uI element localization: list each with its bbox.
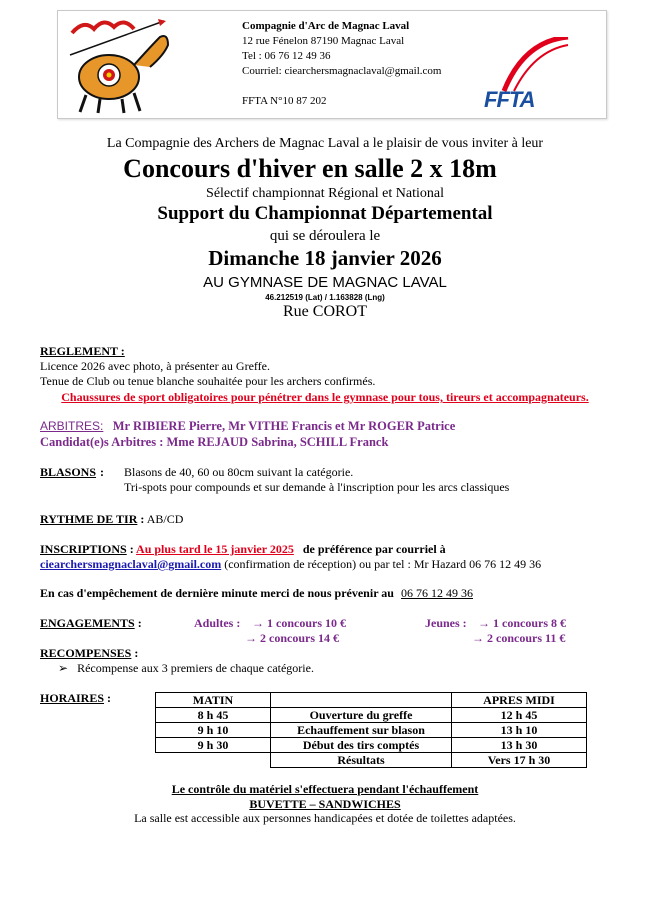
engagements-section [40,616,600,648]
gps-coordinates: 46.212519 (Lat) / 1.163828 (Lng) [265,293,385,302]
engagements-label: ENGAGEMENTS [40,616,135,630]
candidats-arbitres: Candidat(e)s Arbitres : Mme REJAUD Sabrina, SCHILL Franck [40,435,389,449]
row-matin-time [156,753,271,768]
schedule-table [155,692,587,768]
bullet-arrow-icon: ➢ [58,661,69,675]
event-date: Dimanche 18 janvier 2026 [208,246,442,270]
table-row [156,723,587,738]
ffta-number: FFTA N°10 87 202 [242,95,327,107]
row-apres-midi-time: Vers 17 h 30 [452,753,587,768]
blasons-sizes: Blasons de 40, 60 ou 80cm suivant la catégorie. [124,465,354,479]
empechement-text: En cas d'empêchement de dernière minute merci de nous prévenir au [40,586,394,600]
invitation-line: La Compagnie des Archers de Magnac Laval a le plaisir de vous inviter à leur [106,136,544,151]
bow-arc-icon [484,37,570,93]
club-name: Compagnie d'Arc de Magnac Laval [242,20,410,32]
inscriptions-section [40,542,541,572]
shoes-warning: Chaussures de sport obligatoires pour pénétrer dans le gymnase pour tous, tireurs et accompagnateurs. [61,390,589,404]
row-apres-midi-time: 13 h 30 [452,738,587,753]
header-middle [271,693,452,708]
club-contact-block [242,19,442,79]
jeunes-two-concours: → 2 concours 11 € [472,631,566,645]
selectif-line: Sélectif championnat Régional et National [206,186,444,201]
adultes-one-concours: → 1 concours 10 € [252,616,346,630]
inscriptions-label: INSCRIPTIONS [40,542,127,556]
table-row [156,738,587,753]
recompenses-section [40,646,314,676]
ffta-logo-text: FFTA [484,87,535,112]
blasons-colon: : [100,465,105,479]
rythme-label: RYTHME DE TIR [40,512,138,526]
inscriptions-email-link[interactable]: ciearchersmagnaclaval@gmail.com [40,557,222,571]
arbitres-label: ARBITRES: [40,419,104,433]
arbitres-names: Mr RIBIERE Pierre, Mr VITHE Francis et Mr ROGER Patrice [112,419,456,433]
arbitres-section [40,418,455,450]
inscriptions-deadline: Au plus tard le 15 janvier 2025 [136,542,294,556]
row-matin-time: 8 h 45 [156,708,271,723]
venue-street: Rue COROT [283,303,367,320]
inscriptions-preference: de préférence par courriel à [302,542,446,556]
adultes-two-concours: → 2 concours 14 € [245,631,339,645]
row-apres-midi-time: 12 h 45 [452,708,587,723]
club-phone: Tel : 06 76 12 49 36 [242,50,331,62]
club-address: 12 rue Fénelon 87190 Magnac Laval [242,35,405,47]
horaires-colon: : [104,691,112,705]
row-matin-time: 9 h 10 [156,723,271,738]
inscriptions-colon: : [126,542,137,556]
horaires-label: HORAIRES [40,691,105,705]
table-header-row [156,693,587,708]
engagements-colon: : [134,616,142,630]
adultes-label: Adultes : [194,616,241,630]
inscriptions-phone-note: (confirmation de réception) ou par tel : Mr Hazard 06 76 12 49 36 [224,557,542,571]
reglement-section [40,344,375,389]
archer-camel-logo-icon [64,15,176,115]
event-venue: AU GYMNASE DE MAGNAC LAVAL [203,274,447,291]
blasons-label: BLASONS [40,465,97,479]
row-activity: Ouverture du greffe [271,708,452,723]
club-email[interactable]: Courriel: ciearchersmagnaclaval@gmail.com [242,65,442,77]
reglement-licence: Licence 2026 avec photo, à présenter au Greffe. [40,359,270,373]
controle-text: Le contrôle du matériel s'effectuera pendant l'échauffement [171,782,479,796]
recompenses-colon: : [131,646,139,660]
row-activity: Echauffement sur blason [271,723,452,738]
blasons-trispots: Tri-spots pour compounds et sur demande à l'inscription pour les arcs classiques [124,480,510,494]
jeunes-label: Jeunes : [425,616,467,630]
row-apres-midi-time: 13 h 10 [452,723,587,738]
table-row [156,708,587,723]
deroulera-line: qui se déroulera le [269,228,381,244]
jeunes-one-concours: → 1 concours 8 € [478,616,566,630]
row-activity: Début des tirs comptés [271,738,452,753]
club-logo [64,15,176,120]
row-activity: Résultats [271,753,452,768]
reglement-label: REGLEMENT : [40,344,125,358]
blasons-section [40,465,509,495]
empechement-line [40,586,473,601]
recompenses-label: RECOMPENSES [40,646,132,660]
recompenses-text: Récompense aux 3 premiers de chaque catégorie. [77,661,314,675]
buvette-text: BUVETTE – SANDWICHES [249,797,401,811]
rythme-colon: : [137,512,145,526]
letterhead [57,10,607,119]
buvette [0,797,650,812]
horaires-label-block [40,691,111,706]
controle-materiel [0,782,650,797]
ffta-logo [484,37,570,112]
event-title: Concours d'hiver en salle 2 x 18m [123,154,497,183]
rythme-section [40,512,183,527]
row-matin-time: 9 h 30 [156,738,271,753]
support-line: Support du Championnat Départemental [157,203,493,224]
rythme-value: AB/CD [146,512,184,526]
header-matin: MATIN [156,693,271,708]
accessibility-note: La salle est accessible aux personnes handicapées et dotée de toilettes adaptées. [134,811,516,825]
table-row [156,753,587,768]
header-apres-midi: APRES MIDI [452,693,587,708]
empechement-phone: 06 76 12 49 36 [400,586,473,600]
reglement-tenue: Tenue de Club ou tenue blanche souhaitée pour les archers confirmés. [40,374,376,388]
